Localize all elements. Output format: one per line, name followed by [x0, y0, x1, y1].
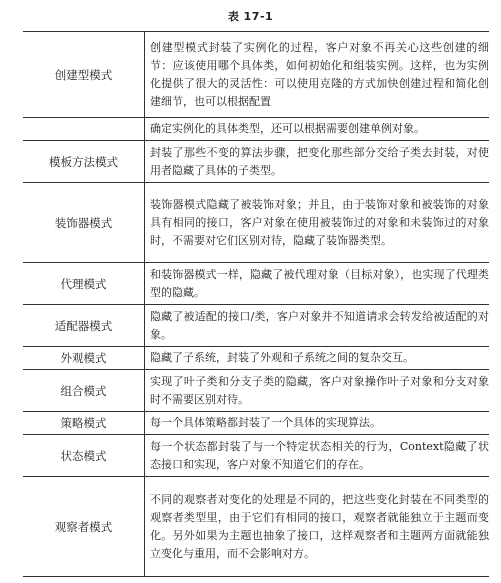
pattern-name: 策略模式 — [23, 412, 145, 435]
pattern-name: 模板方法模式 — [23, 141, 145, 183]
pattern-name: 创建型模式 — [23, 32, 145, 118]
pattern-table — [23, 31, 489, 577]
pattern-description-text: 确定实例化的具体类型，还可以根据需要创建单例对象。 — [150, 122, 425, 135]
pattern-name: 装饰器模式 — [23, 183, 145, 263]
pattern-name: 组合模式 — [23, 370, 145, 412]
pattern-name: 代理模式 — [23, 263, 145, 305]
table-row — [23, 347, 489, 370]
pattern-description — [145, 141, 490, 183]
pattern-description — [145, 435, 490, 477]
table-row — [23, 32, 489, 118]
table-row — [23, 118, 489, 141]
table-row — [23, 435, 489, 477]
pattern-description — [145, 347, 490, 370]
pattern-name: 适配器模式 — [23, 305, 145, 347]
pattern-description-text: 封装了那些不变的算法步骤，把变化那些部分交给子类去封装，对使用者隐藏了具体的子类型。 — [150, 145, 489, 177]
table-row — [23, 183, 489, 263]
pattern-description — [145, 183, 490, 263]
pattern-description-text: 实现了叶子类和分支子类的隐藏，客户对象操作叶子对象和分支对象时不需要区别对待。 — [150, 374, 489, 406]
pattern-description-text: 隐藏了被适配的接口/类，客户对象并不知道请求会转发给被适配的对象。 — [150, 309, 489, 341]
pattern-description-text: 每一个状态都封装了与一个特定状态相关的行为，Context隐藏了状态接口和实现，客户对象不知道它们的存在。 — [150, 439, 489, 471]
pattern-name: 外观模式 — [23, 347, 145, 370]
pattern-description-text: 每一个具体策略都封装了一个具体的实现算法。 — [150, 416, 381, 429]
pattern-name: 状态模式 — [23, 435, 145, 477]
pattern-description — [145, 477, 490, 577]
pattern-name — [23, 118, 145, 141]
pattern-description-text: 创建型模式封装了实例化的过程，客户对象不再关心这些创建的细节：应该使用哪个具体类，如何初始化和组装实例。这样，也为实例化提供了很大的灵活性：可以使用克隆的方式加快创建过程和简化创建细节，也可以根据配置 — [150, 40, 489, 108]
pattern-description-text: 和装饰器模式一样，隐藏了被代理对象（目标对象），也实现了代理类型的隐藏。 — [150, 267, 489, 299]
table-row — [23, 477, 489, 577]
table-row — [23, 412, 489, 435]
table-row — [23, 370, 489, 412]
pattern-description-text: 隐藏了子系统，封装了外观和子系统之间的复杂交互。 — [150, 351, 414, 364]
pattern-description — [145, 370, 490, 412]
pattern-description — [145, 305, 490, 347]
pattern-description-text: 不同的观察者对变化的处理是不同的，把这些变化封装在不同类型的观察者类型里，由于它们有相同的接口，观察者就能独立于主题而变化。另外如果为主题也抽象了接口，这样观察者和主题两方面就能独立变化与重用，而不会影响对方。 — [150, 492, 489, 560]
pattern-description — [145, 412, 490, 435]
table-row — [23, 263, 489, 305]
pattern-description-text: 装饰器模式隐藏了被装饰对象；并且，由于装饰对象和被装饰的对象具有相同的接口，客户对象在使用被装饰过的对象和未装饰过的对象时，不需要对它们区别对待，隐藏了装饰器类型。 — [150, 197, 489, 247]
pattern-name: 观察者模式 — [23, 477, 145, 577]
pattern-description — [145, 118, 490, 141]
pattern-description — [145, 32, 490, 118]
table-row — [23, 141, 489, 183]
pattern-description — [145, 263, 490, 305]
table-caption: 表 17-1 — [227, 10, 274, 23]
table-row — [23, 305, 489, 347]
